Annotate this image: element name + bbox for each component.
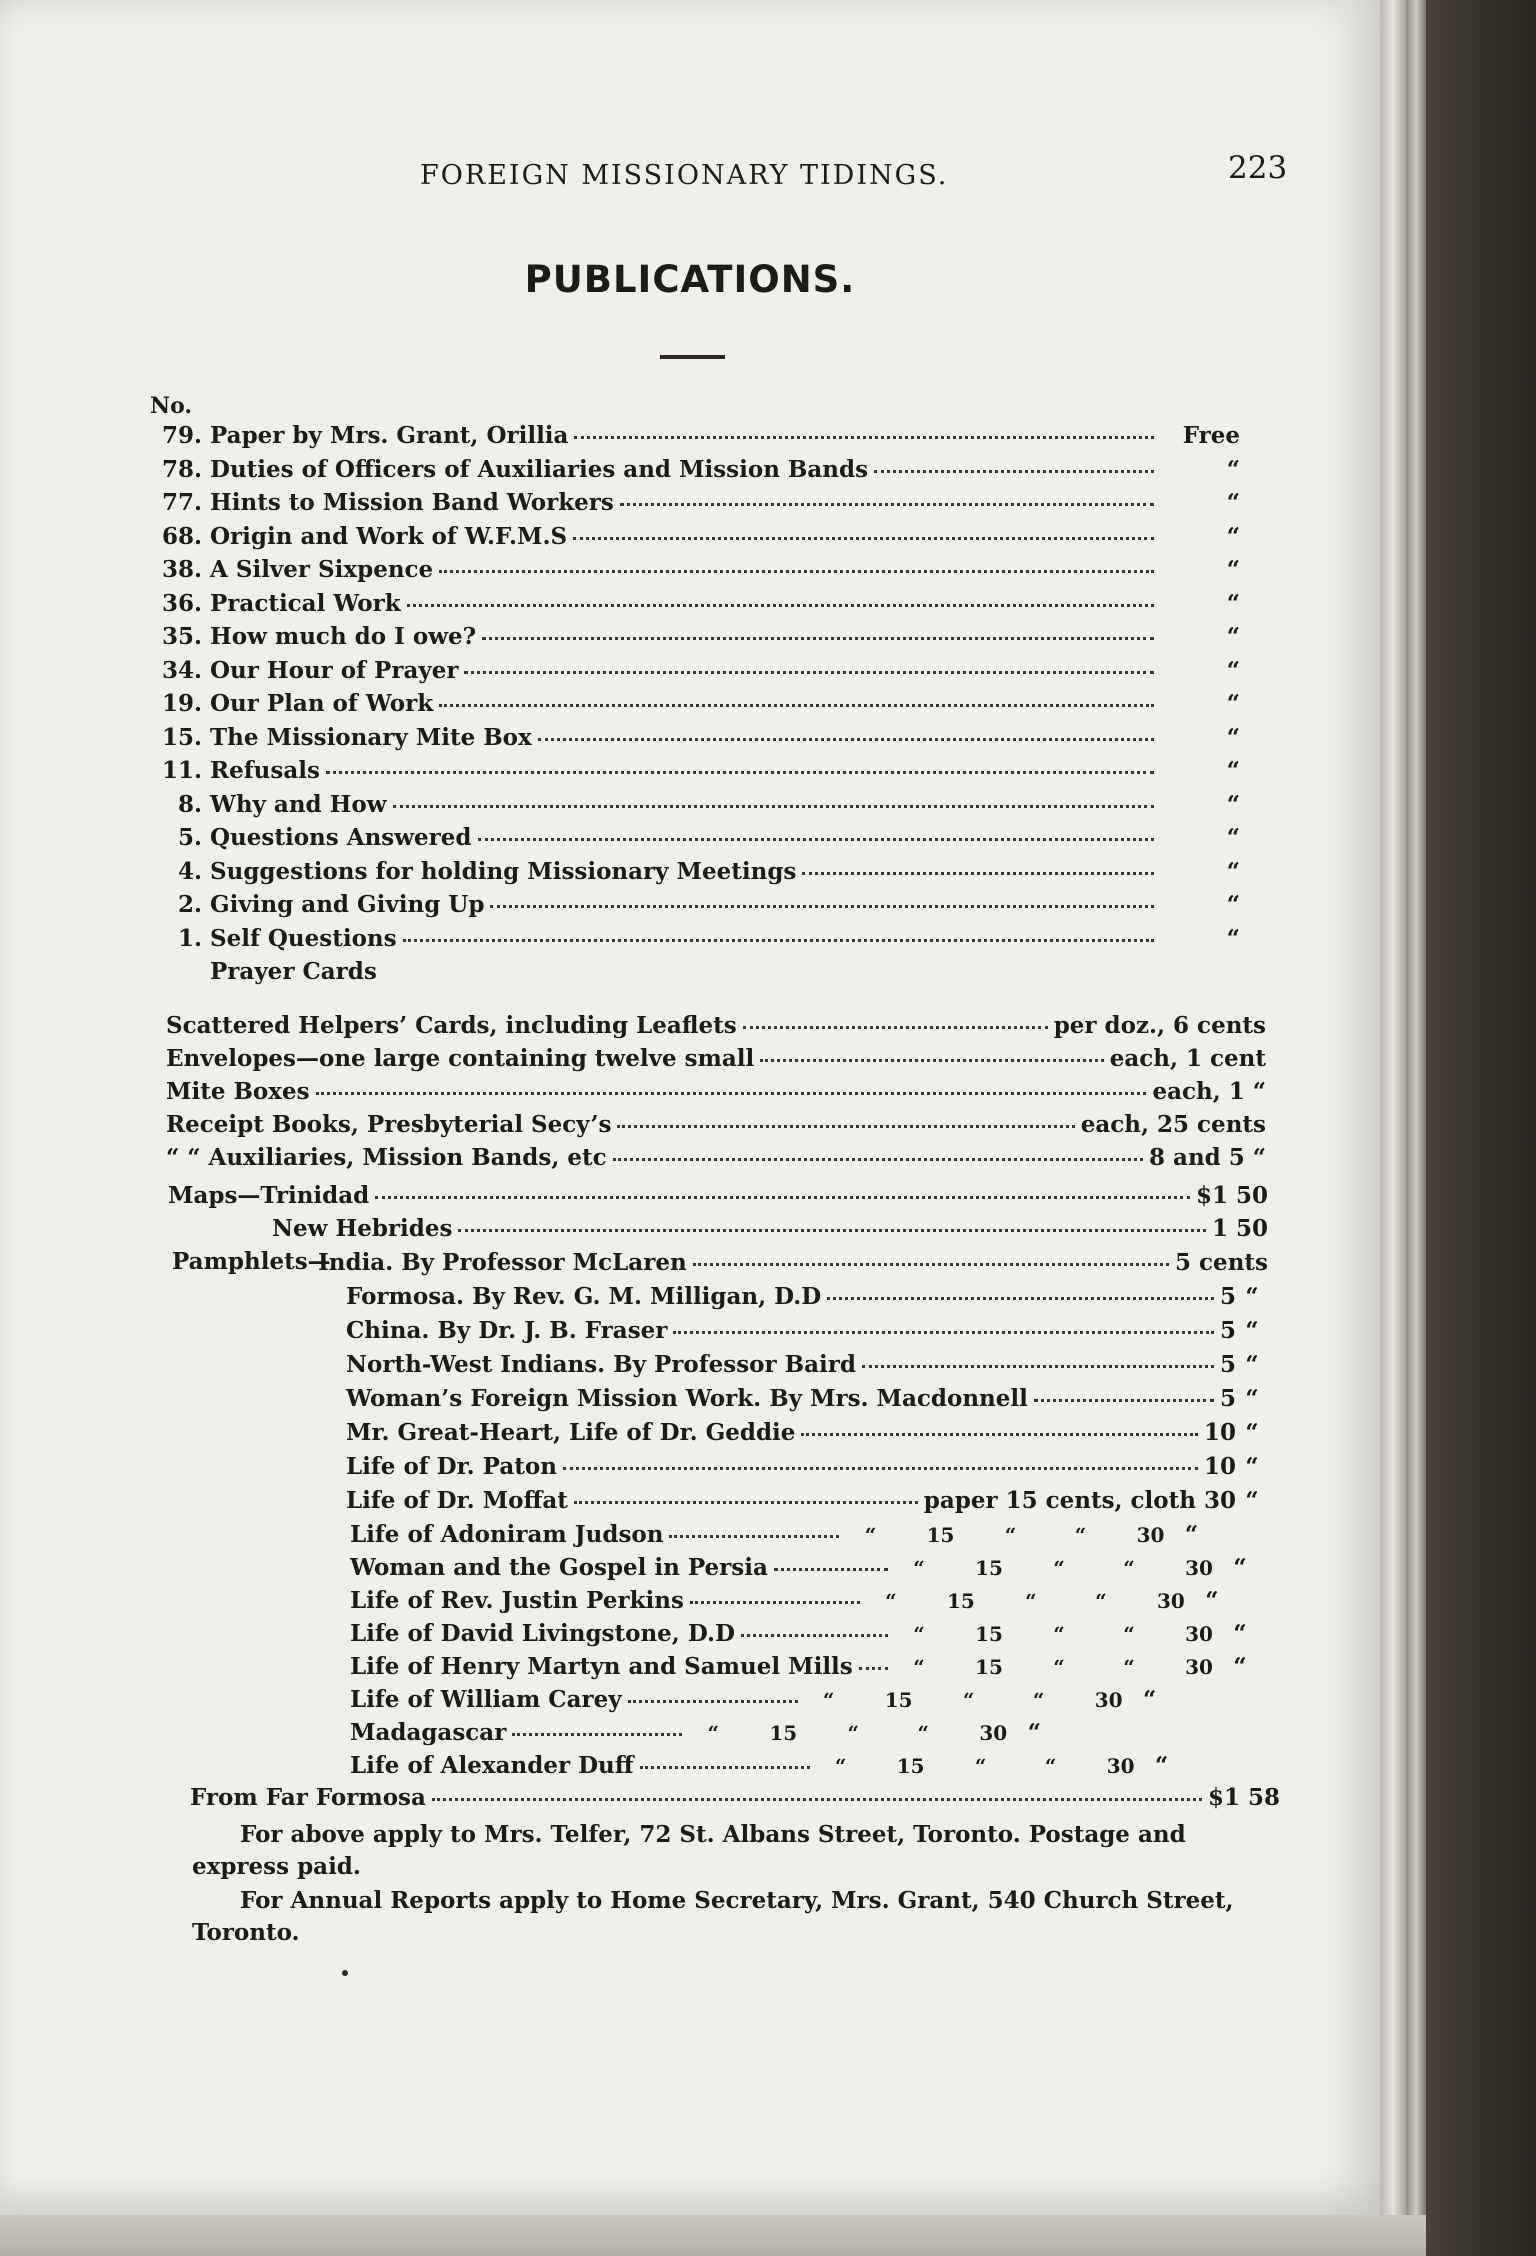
price-cell: “	[1074, 1523, 1087, 1547]
ditto-mark: “	[1245, 1453, 1259, 1480]
price-columns	[804, 1685, 1134, 1715]
item-title: Our Hour of Prayer	[210, 656, 459, 684]
leader-dots	[673, 1311, 1214, 1334]
item-title: Scattered Helpers’ Cards, including Leaflets	[166, 1012, 737, 1039]
leader-dots	[478, 818, 1154, 841]
item-price: 5	[1219, 1351, 1236, 1378]
item-title: The Missionary Mite Box	[210, 723, 532, 751]
price-cell: 30	[1106, 1754, 1135, 1778]
item-title: Life of Dr. Paton	[346, 1453, 557, 1480]
item-price: “	[1226, 757, 1240, 784]
price-columns	[894, 1553, 1224, 1583]
book-item	[350, 1750, 1256, 1781]
ditto-mark: “	[1245, 1317, 1259, 1344]
item-title: Prayer Cards	[210, 958, 377, 985]
leader-dots	[613, 1138, 1143, 1161]
leader-dots	[640, 1746, 810, 1769]
book-item	[350, 1651, 1256, 1682]
leader-dots	[741, 1614, 888, 1637]
item-title: Our Plan of Work	[210, 690, 434, 717]
price-columns	[688, 1718, 1018, 1748]
price-columns	[816, 1751, 1146, 1781]
item-title: “ “ Auxiliaries, Mission Bands, etc	[166, 1144, 607, 1171]
maps-trinidad-row	[168, 1180, 1268, 1211]
leader-dots	[393, 785, 1154, 808]
price-cell: “	[707, 1721, 720, 1745]
item-title: Why and How	[210, 790, 387, 818]
item-price: “	[1226, 723, 1240, 751]
leader-dots	[802, 852, 1154, 875]
item-price: “	[1226, 924, 1240, 952]
leader-dots	[439, 684, 1154, 707]
leader-dots	[316, 1072, 1147, 1095]
item-price: each, 1 “	[1152, 1078, 1266, 1105]
book-item	[350, 1552, 1256, 1583]
item-title: Formosa. By Rev. G. M. Milligan, D.D	[346, 1283, 822, 1310]
leader-dots	[512, 1713, 682, 1736]
price-cell: 30	[1185, 1655, 1213, 1679]
price-cell: “	[974, 1754, 987, 1778]
item-title: Life of Henry Martyn and Samuel Mills	[350, 1653, 853, 1680]
item-price: each, 1 cent	[1109, 1045, 1266, 1072]
price-cell: 15	[884, 1688, 913, 1712]
list-item	[150, 822, 1240, 853]
leader-dots	[574, 416, 1154, 439]
price-cell: “	[1032, 1688, 1045, 1712]
supply-item	[166, 1043, 1266, 1074]
list-item	[150, 588, 1240, 619]
pamphlet-item	[346, 1451, 1268, 1482]
item-price: “	[1226, 589, 1240, 617]
book-item	[350, 1585, 1256, 1616]
price-cell: “	[1123, 1556, 1135, 1580]
leader-dots	[573, 517, 1154, 540]
page-heading: PUBLICATIONS.	[524, 258, 856, 301]
list-item	[150, 923, 1240, 954]
price-columns	[845, 1520, 1175, 1550]
pamphlets-label: Pamphlets—	[172, 1248, 331, 1275]
leader-dots	[617, 1105, 1074, 1128]
supply-item	[166, 1142, 1266, 1173]
leader-dots	[760, 1039, 1103, 1062]
price-cell: “	[913, 1622, 925, 1646]
item-price: 10	[1203, 1453, 1236, 1480]
leader-dots	[801, 1413, 1198, 1436]
price-cell: 15	[896, 1754, 925, 1778]
list-item	[150, 420, 1240, 451]
leader-dots	[490, 885, 1154, 908]
item-title: Life of David Livingstone, D.D	[350, 1620, 735, 1647]
item-number: 1.	[177, 924, 202, 952]
price-cell: 15	[975, 1655, 1003, 1679]
item-price: 8 and 5 “	[1149, 1144, 1266, 1171]
list-item	[150, 655, 1240, 686]
item-price: “	[1226, 489, 1240, 516]
book-cover	[1426, 0, 1536, 2256]
item-price: per doz., 6 cents	[1053, 1012, 1266, 1039]
price-cell: “	[834, 1754, 847, 1778]
ditto-mark: “	[1184, 1521, 1199, 1548]
page-edges	[1380, 0, 1406, 2256]
supply-item	[166, 1010, 1266, 1041]
leader-dots	[774, 1548, 888, 1571]
price-cell: “	[962, 1688, 975, 1712]
ditto-mark: “	[1245, 1351, 1259, 1378]
ditto-mark: “	[1233, 1620, 1247, 1647]
leader-dots	[620, 483, 1154, 506]
price-cell: “	[1095, 1589, 1107, 1613]
price-cell: 30	[1185, 1622, 1213, 1646]
price-cell: “	[913, 1556, 925, 1580]
leader-dots	[432, 1778, 1202, 1801]
heading-rule	[660, 355, 725, 359]
leader-dots	[574, 1481, 918, 1504]
item-price: “	[1226, 690, 1240, 717]
list-item	[150, 856, 1240, 887]
supply-item	[166, 1109, 1266, 1140]
item-price: $1 50	[1195, 1182, 1268, 1209]
item-title: Hints to Mission Band Workers	[210, 489, 614, 516]
page-number: 223	[1228, 150, 1288, 186]
item-number: 78.	[161, 455, 202, 483]
item-price: 5	[1219, 1317, 1236, 1344]
pamphlet-item	[346, 1315, 1268, 1346]
item-number: 35.	[161, 623, 202, 650]
item-price: $1 58	[1207, 1784, 1280, 1811]
item-title: A Silver Sixpence	[210, 556, 434, 583]
item-title: China. By Dr. J. B. Fraser	[346, 1317, 668, 1344]
supply-item	[166, 1076, 1266, 1107]
leader-dots	[862, 1345, 1214, 1368]
item-price: “	[1226, 522, 1240, 550]
list-item	[150, 554, 1240, 585]
pamphlet-item	[346, 1349, 1268, 1380]
ditto-mark: “	[1245, 1283, 1259, 1310]
price-columns	[866, 1586, 1196, 1616]
price-cell: “	[1044, 1754, 1057, 1778]
ditto-mark: “	[1205, 1587, 1219, 1614]
leader-dots	[827, 1277, 1214, 1300]
item-number: 19.	[161, 690, 202, 717]
item-number: 77.	[161, 489, 202, 516]
book-item	[350, 1684, 1256, 1715]
price-cell: “	[1123, 1655, 1135, 1679]
maps-new-hebrides-row	[272, 1213, 1268, 1244]
number-column-label: No.	[150, 393, 193, 419]
item-title: Life of William Carey	[350, 1686, 622, 1713]
item-title: Life of Rev. Justin Perkins	[350, 1587, 684, 1614]
list-item	[150, 755, 1240, 786]
apply-note-line1: For above apply to Mrs. Telfer, 72 St. Albans Street, Toronto. Postage and	[240, 1821, 1186, 1848]
item-title: Life of Adoniram Judson	[350, 1521, 664, 1548]
leader-dots	[669, 1515, 839, 1538]
item-title: Woman and the Gospel in Persia	[350, 1554, 768, 1581]
item-title: Giving and Giving Up	[210, 891, 485, 918]
item-title: Refusals	[210, 757, 320, 784]
price-cell: “	[864, 1523, 877, 1547]
item-title: Life of Alexander Duff	[350, 1752, 634, 1779]
list-item	[150, 454, 1240, 485]
item-number: 11.	[161, 757, 202, 784]
item-number: 2.	[177, 891, 202, 918]
price-cell: “	[847, 1721, 860, 1745]
item-title: Woman’s Foreign Mission Work. By Mrs. Macdonnell	[346, 1385, 1028, 1412]
item-number: 38.	[161, 556, 202, 583]
price-cell: 15	[947, 1589, 975, 1613]
price-cell: 30	[1185, 1556, 1213, 1580]
pamphlet-item	[346, 1485, 1268, 1516]
leader-dots	[743, 1006, 1048, 1029]
item-number: 68.	[161, 522, 202, 550]
item-title: How much do I owe?	[210, 623, 477, 650]
item-title: Self Questions	[210, 924, 397, 952]
leader-dots	[563, 1447, 1198, 1470]
pamphlet-item	[346, 1383, 1268, 1414]
list-item	[150, 521, 1240, 552]
price-cell: “	[1053, 1622, 1065, 1646]
leader-dots	[482, 617, 1154, 640]
item-price: “	[1226, 790, 1240, 818]
list-item	[150, 621, 1240, 652]
price-cell: “	[822, 1688, 835, 1712]
list-item	[150, 722, 1240, 753]
item-price: 5	[1219, 1385, 1236, 1412]
price-cell: “	[1053, 1556, 1065, 1580]
item-number: 79.	[161, 422, 202, 449]
item-title: Mr. Great-Heart, Life of Dr. Geddie	[346, 1419, 796, 1446]
item-title: New Hebrides	[272, 1215, 453, 1242]
price-cell: 30	[1157, 1589, 1185, 1613]
reports-note-line1: For Annual Reports apply to Home Secretary, Mrs. Grant, 540 Church Street,	[240, 1887, 1234, 1914]
leader-dots	[690, 1581, 860, 1604]
item-price: “	[1226, 556, 1240, 583]
ink-speck	[342, 1970, 348, 1976]
price-cell: “	[1123, 1622, 1135, 1646]
book-item	[350, 1618, 1256, 1649]
item-title: Questions Answered	[210, 824, 472, 851]
item-title: Origin and Work of W.F.M.S	[210, 522, 568, 550]
from-far-formosa-row	[190, 1782, 1280, 1813]
price-cell: 30	[979, 1721, 1008, 1745]
leader-dots	[859, 1647, 888, 1670]
price-columns	[894, 1619, 1224, 1649]
ditto-mark: “	[1245, 1487, 1259, 1514]
item-title: Madagascar	[350, 1719, 507, 1746]
ditto-mark: “	[1027, 1719, 1041, 1746]
price-cell: 30	[1094, 1688, 1123, 1712]
price-columns	[894, 1652, 1224, 1682]
item-price: 5 cents	[1175, 1249, 1268, 1276]
prayer-cards-row	[210, 957, 1220, 987]
pamphlet-item	[346, 1417, 1268, 1448]
leader-dots	[628, 1680, 798, 1703]
price-cell: “	[913, 1655, 925, 1679]
item-title: India. By Professor McLaren	[318, 1249, 687, 1276]
item-title: Duties of Officers of Auxiliaries and Mission Bands	[210, 455, 869, 483]
item-title: Maps—Trinidad	[168, 1182, 370, 1209]
leader-dots	[439, 550, 1154, 573]
price-cell: 15	[975, 1556, 1003, 1580]
ditto-mark: “	[1233, 1554, 1247, 1581]
item-number: 8.	[177, 790, 202, 818]
list-item	[150, 688, 1240, 719]
item-price: “	[1226, 455, 1240, 483]
item-title: North-West Indians. By Professor Baird	[346, 1351, 856, 1378]
item-price: 5	[1219, 1283, 1236, 1310]
leader-dots	[403, 919, 1154, 942]
page-bottom-edge	[0, 2215, 1426, 2256]
page-edges-inner	[1406, 0, 1426, 2256]
list-item	[150, 789, 1240, 820]
item-title: Paper by Mrs. Grant, Orillia	[210, 422, 569, 449]
pamphlet-item	[346, 1281, 1268, 1312]
price-cell: 15	[926, 1523, 955, 1547]
list-item	[150, 487, 1240, 518]
leader-dots	[375, 1176, 1190, 1199]
leader-dots	[464, 651, 1154, 674]
leader-dots	[1034, 1379, 1214, 1402]
leader-dots	[874, 450, 1154, 473]
item-price: each, 25 cents	[1080, 1111, 1266, 1138]
item-title: Practical Work	[210, 589, 401, 617]
price-cell: 15	[769, 1721, 798, 1745]
item-price: 1 50	[1211, 1215, 1268, 1242]
reports-note-line2: Toronto.	[192, 1919, 300, 1946]
price-cell: “	[1053, 1655, 1065, 1679]
price-cell: “	[1025, 1589, 1037, 1613]
item-title: Receipt Books, Presbyterial Secy’s	[166, 1111, 612, 1138]
pamphlet-item	[318, 1247, 1268, 1278]
item-price: 10	[1203, 1419, 1236, 1446]
book-item	[350, 1519, 1256, 1550]
item-title: Mite Boxes	[166, 1078, 310, 1105]
leader-dots	[693, 1243, 1169, 1266]
book-item	[350, 1717, 1256, 1748]
item-price: “	[1226, 623, 1240, 650]
item-number: 4.	[177, 857, 202, 885]
apply-note-line2: express paid.	[192, 1853, 361, 1880]
ditto-mark: “	[1245, 1419, 1259, 1446]
ditto-mark: “	[1233, 1653, 1247, 1680]
item-number: 5.	[177, 824, 202, 851]
item-number: 36.	[161, 589, 202, 617]
list-item	[150, 889, 1240, 920]
item-title: From Far Formosa	[190, 1784, 426, 1811]
ditto-mark: “	[1155, 1752, 1169, 1779]
item-title: Suggestions for holding Missionary Meetings	[210, 857, 797, 885]
leader-dots	[407, 584, 1154, 607]
ditto-mark: “	[1143, 1686, 1157, 1713]
item-price: “	[1226, 656, 1240, 684]
ditto-mark: “	[1245, 1385, 1259, 1412]
item-price: “	[1226, 891, 1240, 918]
price-cell: “	[917, 1721, 930, 1745]
leader-dots	[458, 1209, 1206, 1232]
item-title: Envelopes—one large containing twelve small	[166, 1045, 755, 1072]
leader-dots	[326, 751, 1154, 774]
item-number: 15.	[161, 723, 202, 751]
price-cell: 15	[975, 1622, 1003, 1646]
leader-dots	[538, 718, 1154, 741]
running-title: FOREIGN MISSIONARY TIDINGS.	[420, 160, 949, 191]
item-title: Life of Dr. Moffat	[346, 1487, 568, 1514]
price-cell: 30	[1136, 1523, 1165, 1547]
price-cell: “	[1004, 1523, 1017, 1547]
item-price: paper 15 cents, cloth 30	[923, 1487, 1236, 1514]
item-number: 34.	[161, 656, 202, 684]
item-price: “	[1226, 857, 1240, 885]
price-cell: “	[885, 1589, 897, 1613]
item-price: “	[1226, 824, 1240, 851]
item-price: Free	[1182, 422, 1240, 449]
